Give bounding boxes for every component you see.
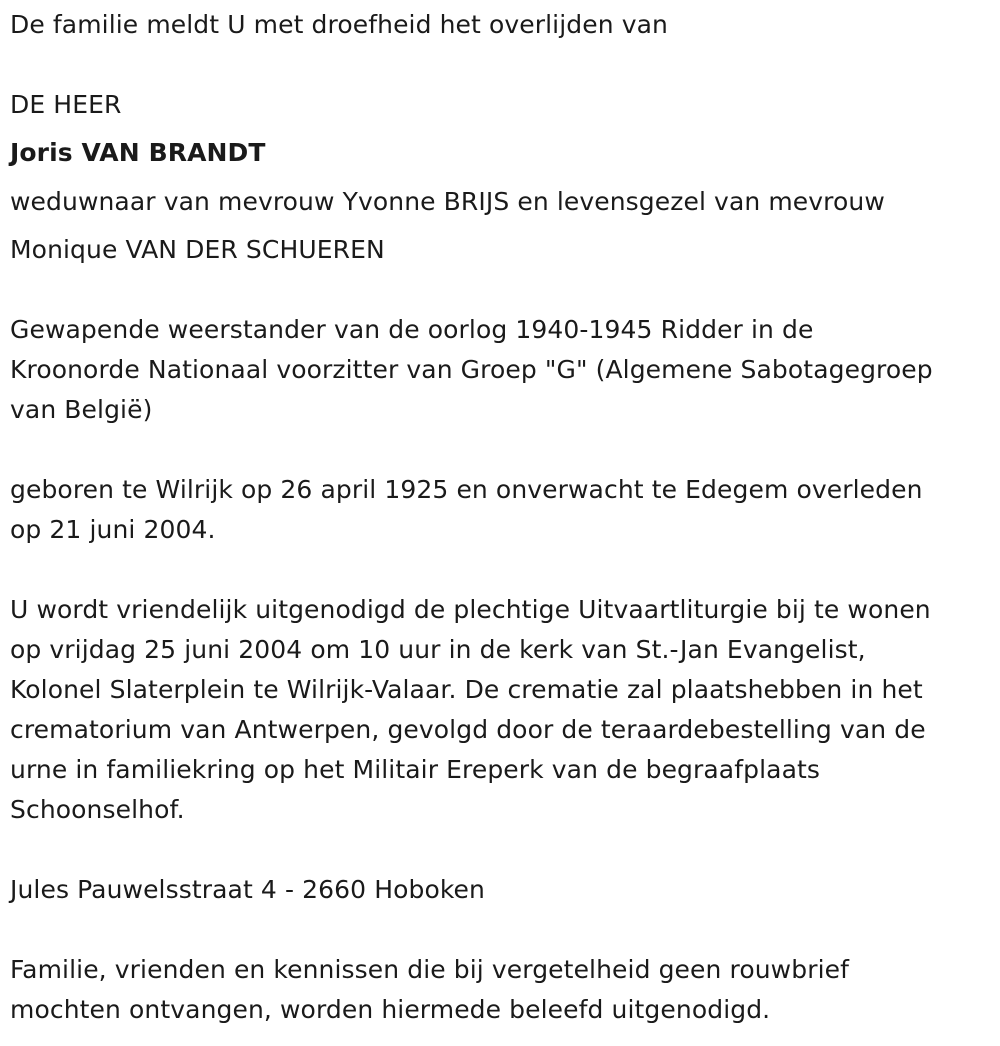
funeral-line: Schoonselhof. <box>10 795 185 824</box>
title-text: DE HEER <box>10 90 122 119</box>
birth-death-line: geboren te Wilrijk op 26 april 1925 en onverwacht te Edegem overleden <box>10 475 923 504</box>
funeral-line: op vrijdag 25 juni 2004 om 10 uur in de kerk van St.-Jan Evangelist, <box>10 635 866 664</box>
address-text: Jules Pauwelsstraat 4 - 2660 Hoboken <box>10 875 485 904</box>
honors-line: Gewapende weerstander van de oorlog 1940-1945 Ridder in de <box>10 315 814 344</box>
closing-line: mochten ontvangen, worden hiermede beleefd uitgenodigd. <box>10 995 771 1024</box>
relation-line: Monique VAN DER SCHUEREN <box>10 235 385 264</box>
closing-line: Familie, vrienden en kennissen die bij vergetelheid geen rouwbrief <box>10 955 849 984</box>
funeral-line: U wordt vriendelijk uitgenodigd de plechtige Uitvaartliturgie bij te wonen <box>10 595 931 624</box>
funeral-line: urne in familiekring op het Militair Ereperk van de begraafplaats <box>10 755 821 784</box>
honors-line: van België) <box>10 395 153 424</box>
relation-line: weduwnaar van mevrouw Yvonne BRIJS en levensgezel van mevrouw <box>10 187 885 216</box>
funeral-line: crematorium van Antwerpen, gevolgd door de teraardebestelling van de <box>10 715 926 744</box>
birth-death-line: op 21 juni 2004. <box>10 515 216 544</box>
honors-line: Kroonorde Nationaal voorzitter van Groep "G" (Algemene Sabotagegroep <box>10 355 933 384</box>
intro-text: De familie meldt U met droefheid het overlijden van <box>10 10 668 39</box>
deceased-name: Joris VAN BRANDT <box>10 138 266 167</box>
funeral-line: Kolonel Slaterplein te Wilrijk-Valaar. De crematie zal plaatshebben in het <box>10 675 923 704</box>
